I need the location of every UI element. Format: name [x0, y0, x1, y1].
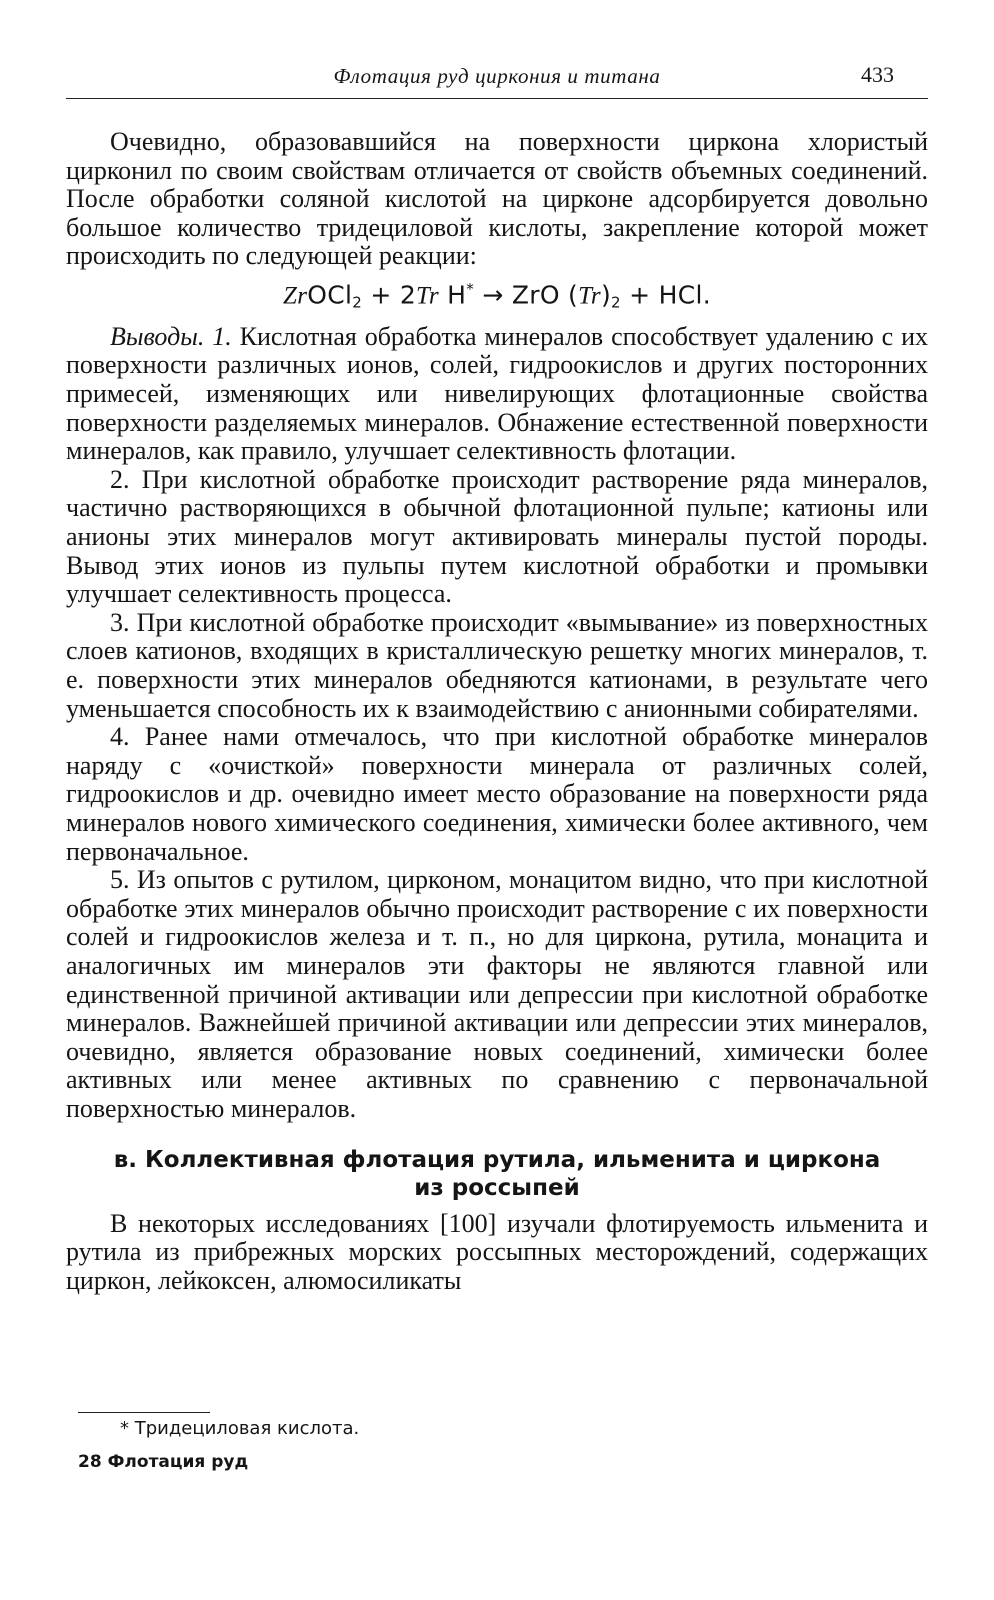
formula-tr: Tr — [416, 282, 439, 310]
formula-h: H — [438, 280, 467, 310]
formula-star: * — [466, 279, 475, 298]
intro-paragraph: Очевидно, образовавшийся на поверхности циркона хлористый цирконил по своим свойствам отличается от свойств объемных соединений. После обработки соляной кислотой на цирконе адсорбируется довольно большое количество тридециловой кислоты, закрепление которой может происходить по следующей реакции: — [66, 127, 928, 271]
formula-ocl: OCl — [307, 280, 353, 310]
running-title: Флотация руд циркония и титана — [333, 64, 661, 88]
formula-zr: Zr — [283, 282, 308, 310]
footnote-divider — [78, 1412, 210, 1413]
conclusions-label: Выводы. 1. — [110, 321, 232, 351]
conclusion-2: 2. При кислотной обработке происходит растворение ряда минералов, частично растворяющихся в обычной флотационной пульпе; катионы или анионы этих минералов могут активировать минералы пустой породы. Вывод этих ионов из пульпы путем кислотной обработки и промывки улучшает селективность процесса. — [66, 464, 928, 609]
formula-arrow: → ZrO ( — [474, 280, 579, 310]
formula-sub: 2 — [352, 293, 363, 312]
footnote: * Тридециловая кислота. — [120, 1418, 360, 1439]
formula-end: + HCl. — [620, 280, 711, 310]
page-header — [66, 58, 928, 99]
conclusion-4: 4. Ранее нами отмечалось, что при кислотной обработке минералов наряду с «очисткой» поверхности минерала от различных солей, гидроокислов и др. очевидно имеет место образование на поверхности ряда минералов нового химического соединения, химически более активного, чем первоначальное. — [66, 722, 928, 866]
page-number: 433 — [861, 62, 894, 87]
conclusion-3: 3. При кислотной обработке происходит «вымывание» из поверхностных слоев катионов, входящих в кристаллическую решетку многих минералов, т. е. поверхности этих минералов обедняются катионами, в результате чего уменьшается способность их к взаимодействию с анионными собирателями. — [66, 607, 928, 723]
last-paragraph: В некоторых исследованиях [100] изучали флотируемость ильменита и рутила из прибрежных морских россыпных месторождений, содержащих циркон, лейкоксен, алюмосиликаты — [66, 1208, 928, 1295]
formula-tr: Tr — [578, 282, 601, 310]
formula-plus: + 2 — [362, 280, 417, 310]
formula-sub: 2 — [611, 293, 621, 312]
conclusion-1-text: Кислотная обработка минералов способствует удалению с их поверхности различных ионов, солей, гидроокислов и других посторонних примесей, изменяющих или нивелирующих флотационные свойства поверхности разделяемых минералов. Обнажение естественной поверхности минералов, как правило, улучшает селективность флотации. — [66, 321, 928, 466]
chemical-formula — [66, 275, 928, 317]
conclusion-5: 5. Из опытов с рутилом, цирконом, монацитом видно, что при кислотной обработке этих минералов обычно происходит растворение с их поверхности солей и гидроокислов железа и т. п., но для циркона, рутила, монацита и аналогичных им минералов эти факторы не являются главной или единственной причиной активации или депрессии при кислотной обработке минералов. Важнейшей причиной активации или депрессии этих минералов, очевидно, является образование новых соединений, химически более активных или менее активных по сравнению с первоначальной поверхностью минералов. — [66, 865, 928, 1123]
section-heading: в. Коллективная флотация рутила, ильменита и циркона из россыпей — [113, 1146, 881, 1201]
formula-close: ) — [600, 280, 612, 310]
printer-signature: 28 Флотация руд — [78, 1452, 249, 1472]
conclusion-1 — [66, 323, 928, 466]
body-text — [66, 128, 928, 1295]
